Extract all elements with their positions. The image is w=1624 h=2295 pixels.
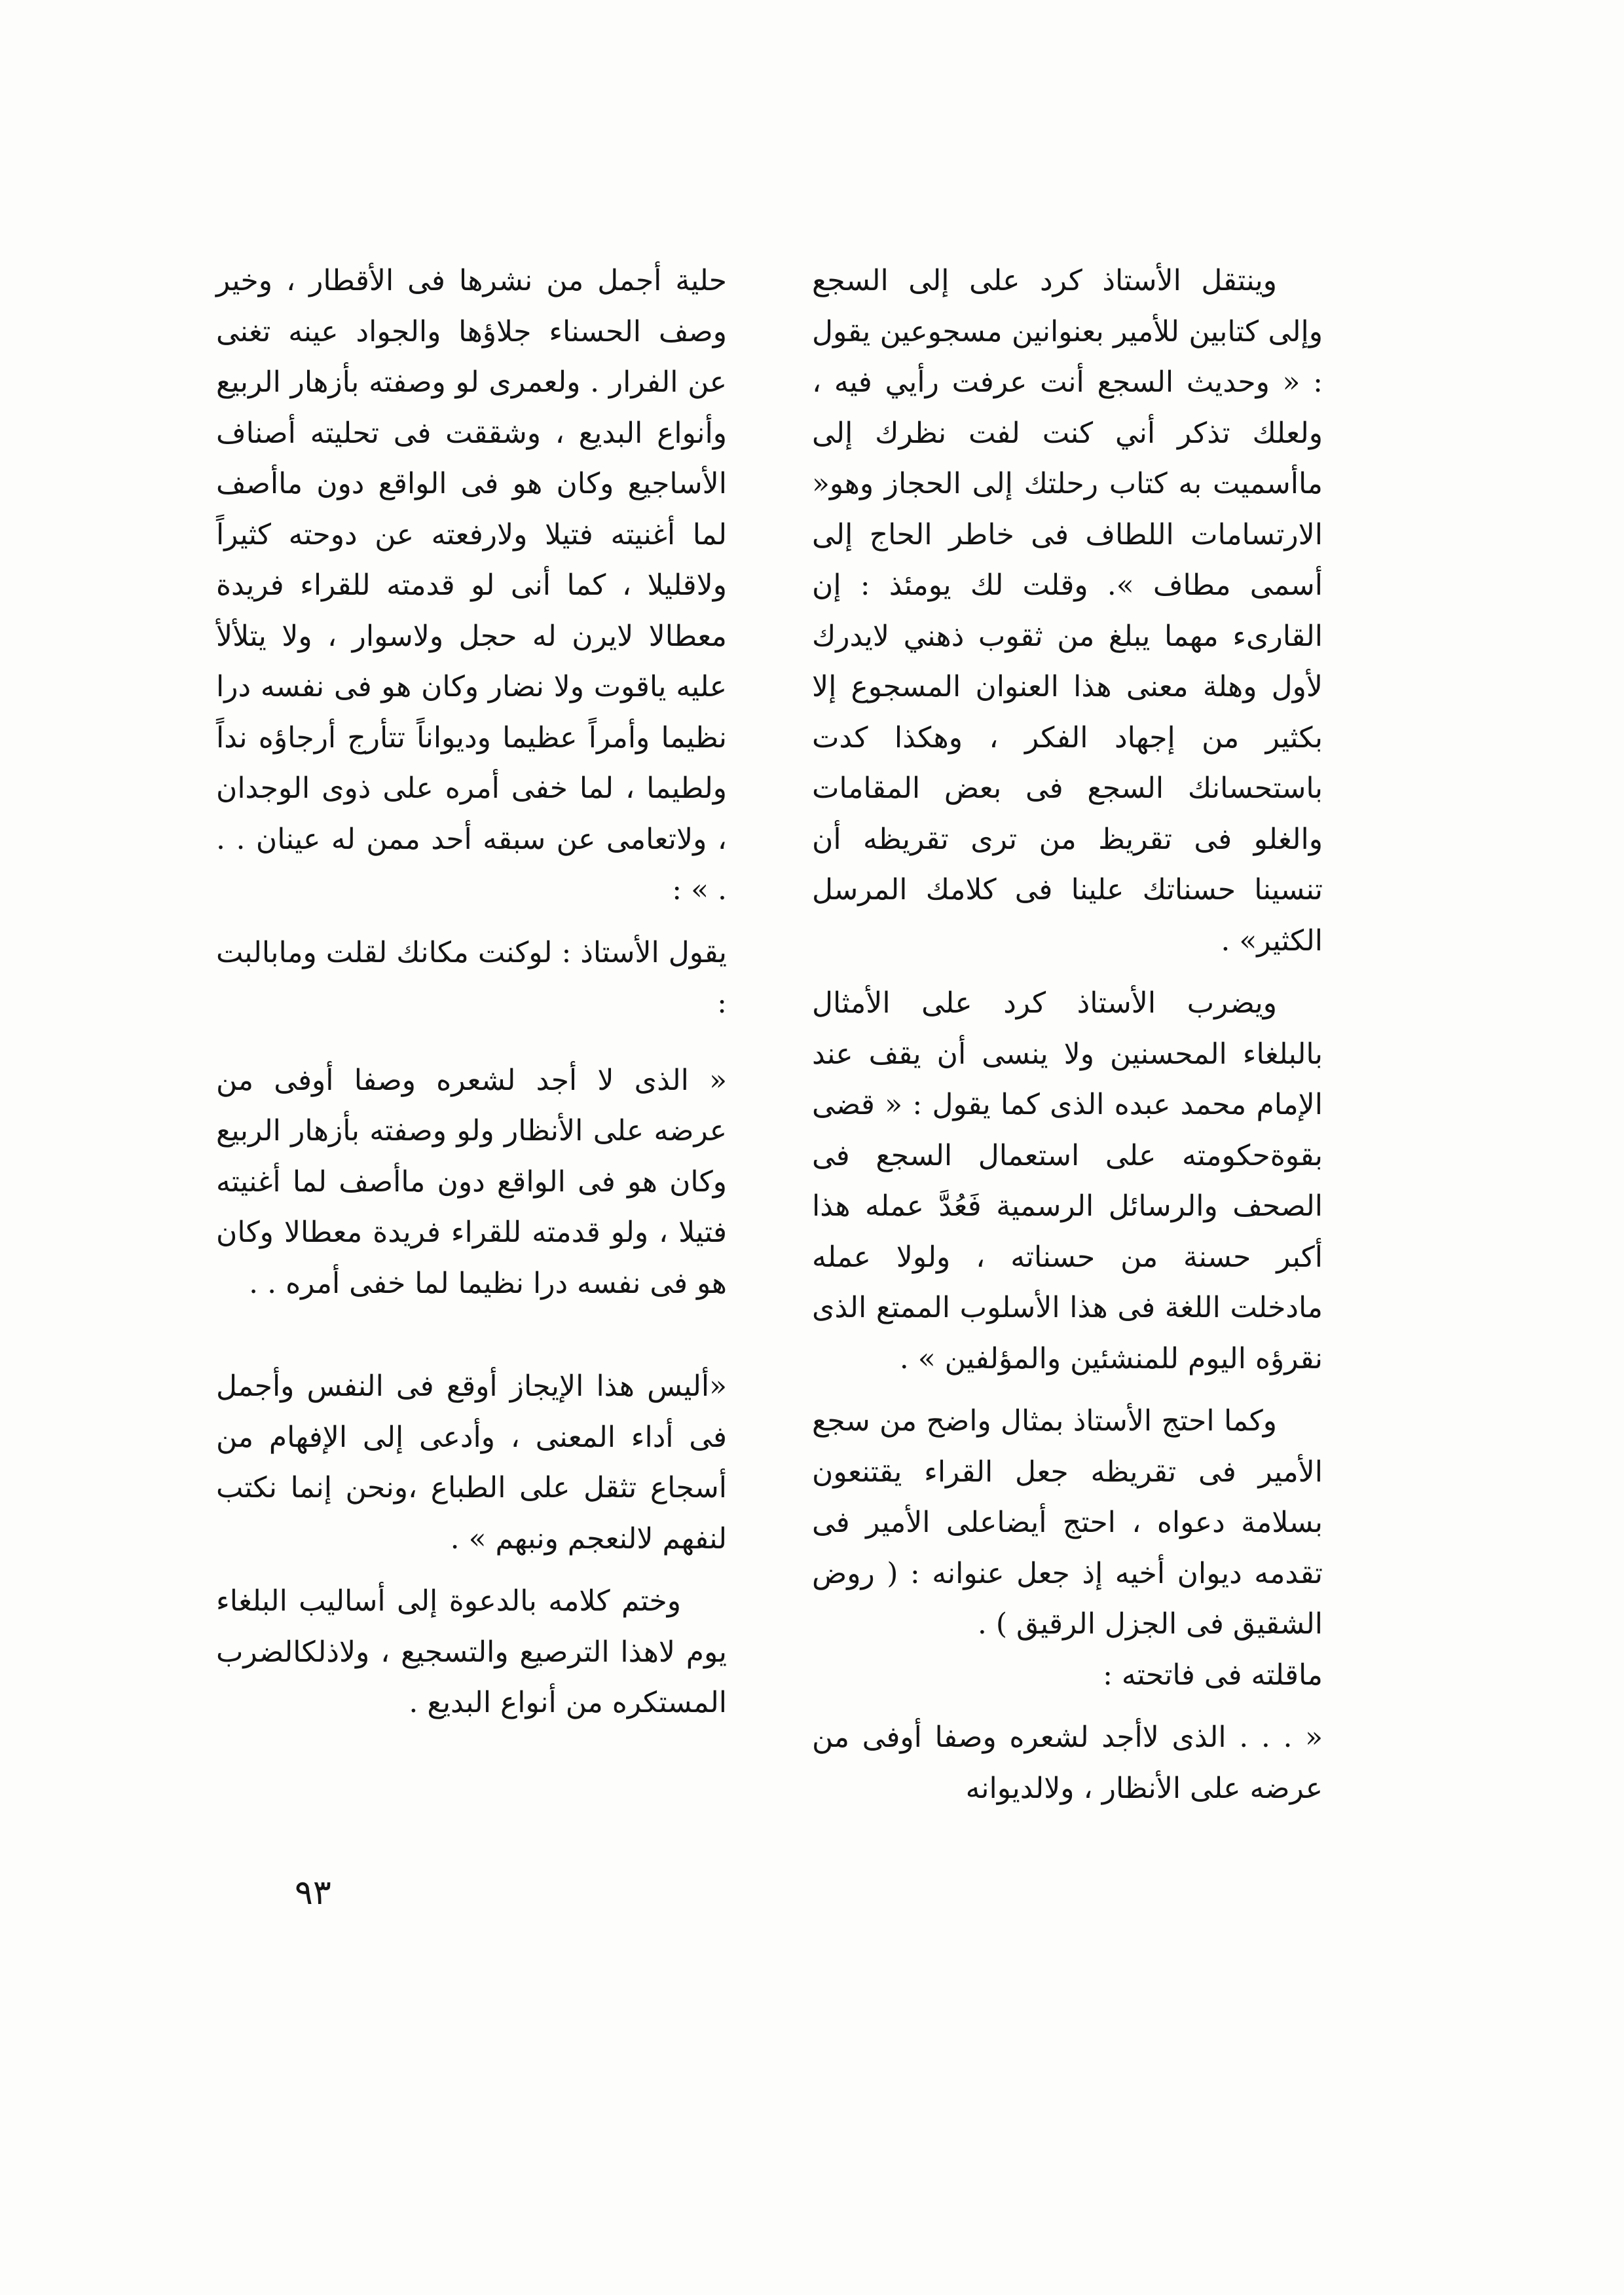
page-number: ٩٣ — [295, 1873, 331, 1912]
left-paragraph-2: يقول الأستاذ : لوكنت مكانك لقلت ومابالبت : — [216, 935, 727, 1020]
right-paragraph-2: ويضرب الأستاذ كرد على الأمثال بالبلغاء المحسنين ولا ينسى أن يقف عند الإمام محمد عبده الذى كما يقول : « قضى بقوةحكومته على استعمال السجع فى الصحف والرسائل الرسمية فَعُدَّ عمله هذا أكبر حسنة من حسناته ، ولولا عمله مادخلت اللغة فى هذا الأسلوب الممتع الذى نقرؤه اليوم للمنشئين والمؤلفين » . — [812, 986, 1323, 1375]
left-column — [216, 255, 727, 1728]
right-paragraph-5: « . . . الذى لاأجد لشعره وصفا أوفى من عرضه على الأنظار ، ولالديوانه — [812, 1721, 1323, 1805]
left-paragraph-1: حلية أجمل من نشرها فى الأقطار ، وخير وصف الحسناء جلاؤها والجواد عينه تغنى عن الفرار . ولعمرى لو وصفته بأزهار الربيع وأنواع البديع ، وشققت فى تحليته أصناف الأساجيع وكان هو فى الواقع دون ماأصف لما أغنيته فتيلا ولارفعته عن دوحته كثيراً ولاقليلا ، كما أنى لو قدمته للقراء فريدة معطالا لايرن له حجل ولاسوار ، ولا يتلألأ عليه ياقوت ولا نضار وكان هو فى نفسه درا نظيما وأمراً عظيما وديواناً تتأرج أرجاؤه نداً ولطيما ، لما خفى أمره على ذوى الوجدان ، ولاتعامى عن سبقه أحد ممن له عينان . . . » : — [216, 264, 727, 906]
left-paragraph-3: « الذى لا أجد لشعره وصفا أوفى من عرضه على الأنظار ولو وصفته بأزهار الربيع وكان هو فى الواقع دون ماأصف لما أغنيته فتيلا ، ولو قدمته للقراء فريدة معطالا وكان هو فى نفسه درا نظيما لما خفى أمره . . — [216, 1063, 727, 1300]
right-paragraph-3: وكما احتج الأستاذ بمثال واضح من سجع الأمير فى تقريظه جعل القراء يقتنعون بسلامة دعواه ، احتج أيضاعلى الأمير فى تقدمه ديوان أخيه إذ جعل عنوانه : ( روض الشقيق فى الجزل الرقيق ) . — [812, 1404, 1323, 1641]
right-paragraph-4: ماقلته فى فاتحته : — [1103, 1658, 1323, 1692]
left-paragraph-5: وختم كلامه بالدعوة إلى أساليب البلغاء يوم لاهذا الترصيع والتسجيع ، ولاذلكالضرب المستكره من أنواع البديع . — [216, 1584, 727, 1719]
left-paragraph-4: «أليس هذا الإيجاز أوقع فى النفس وأجمل فى أداء المعنى ، وأدعى إلى الإفهام من أسجاع تثقل على الطباع ،ونحن إنما نكتب لنفهم لالنعجم ونبهم » . — [216, 1370, 727, 1556]
right-column — [812, 255, 1323, 1814]
right-paragraph-1: وينتقل الأستاذ كرد على إلى السجع وإلى كتابين للأمير بعنوانين مسجوعين يقول : « وحديث السجع أنت عرفت رأيي فيه ، ولعلك تذكر أني كنت لفت نظرك إلى ماأسميت به كتاب رحلتك إلى الحجاز وهو« الارتسامات اللطاف فى خاطر الحاج إلى أسمى مطاف ». وقلت لك يومئذ : إن القارىء مهما يبلغ من ثقوب ذهني لايدرك لأول وهلة معنى هذا العنوان المسجوع إلا بكثير من إجهاد الفكر ، وهكذا كدت باستحسانك السجع فى بعض المقامات والغلو فى تقريظ من ترى تقريظه أن تنسينا حسناتك علينا فى كلامك المرسل الكثير» . — [812, 264, 1323, 958]
